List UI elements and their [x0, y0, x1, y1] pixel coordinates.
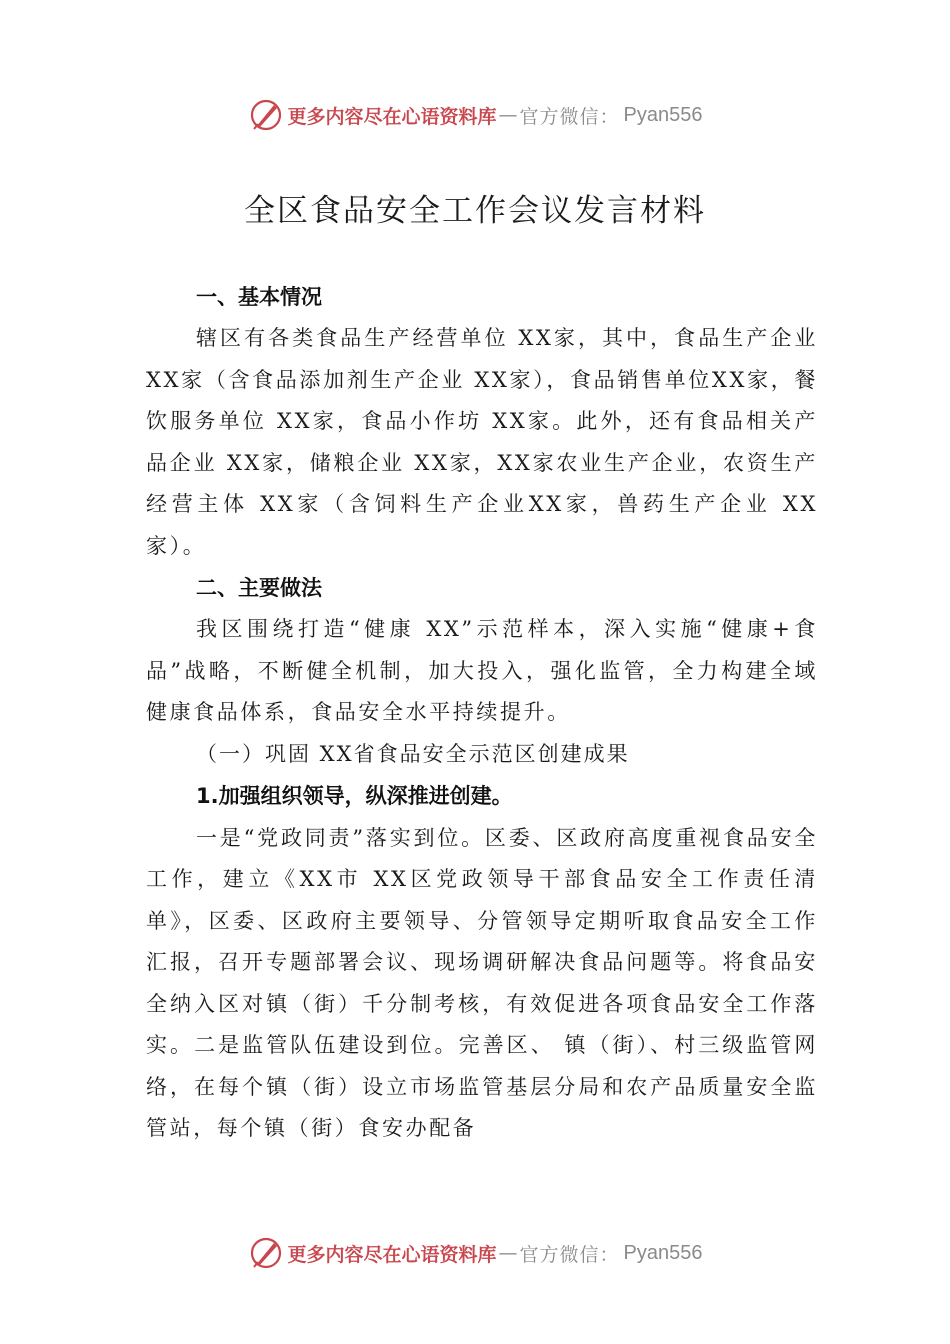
document-body — [146, 276, 818, 1150]
point-paragraph — [146, 818, 818, 1150]
watermark-dash: — — [498, 1242, 518, 1264]
paragraph-line: 作责任清单》，区委、区政府主要领导、分管领导定期听取食品 — [146, 867, 819, 933]
section-heading-basic: 一、基本情况 — [196, 285, 322, 309]
paragraph-line: 将食品安全纳入区对镇（街）千分制考核，有效促进各项食 — [146, 950, 818, 1016]
quill-pen-circle-icon — [248, 1235, 284, 1271]
paragraph-line: XX家，兽药生产企业 XX家）。 — [146, 492, 818, 558]
document-title: 全区食品安全工作会议发言材料 — [244, 193, 706, 229]
paragraph-line: 我区围绕打造“健康 XX”示范样本，深入实施“健康+ — [196, 617, 793, 641]
paragraph-line: 企业 XX家（含食品添加剂生产企业 XX家），食品销售单 — [146, 326, 818, 392]
paragraph-line: 建全域健康食品体系，食品安全水平持续提升。 — [146, 658, 818, 724]
paragraph-line: （街）、村三级监管网络，在每个镇（街）设立市场监管基 — [146, 1033, 819, 1099]
paragraph-line: 还有食品相关产品企业 XX家，储粮企业 XX家，XX家农 — [146, 409, 819, 475]
quill-pen-circle-icon — [248, 97, 284, 133]
section-practices-paragraph — [146, 609, 818, 734]
watermark-wechat-id: Pyan556 — [623, 1241, 703, 1264]
paragraph-line: 层分局和农产品质量安全监管站，每个镇（街）食安办配备 — [146, 1074, 818, 1140]
watermark-site-text: 更多内容尽在心语资料库 — [287, 105, 497, 128]
paragraph-line: 食品”战略，不断健全机制，加大投入，强化监管，全力构 — [146, 617, 818, 683]
watermark-wechat-id: Pyan556 — [623, 103, 703, 126]
point-heading: 1.加强组织领导，纵深推进创建。 — [196, 783, 513, 808]
paragraph-line: 辖区有各类食品生产经营单位 XX家，其中，食品生产 — [196, 326, 771, 350]
section-basic-paragraph — [146, 318, 818, 567]
paragraph-line: 位XX家，餐饮服务单位 XX家，食品小作坊 XX家。此外， — [146, 367, 818, 433]
watermark-wechat-label: 官方微信： — [519, 105, 620, 128]
paragraph-line: 品安全工作落实。二是监管队伍建设到位。完善区、 镇 — [146, 991, 818, 1057]
paragraph-line: 一是“党政同责”落实到位。区委、区政府高度重视食 — [196, 825, 747, 850]
watermark-wechat-label: 官方微信： — [519, 1243, 620, 1266]
paragraph-line: 安全工作汇报，召开专题部署会议、现场调研解决食品问题等。 — [146, 908, 818, 974]
watermark-banner-top — [0, 95, 950, 135]
paragraph-line: 品安全工作，建立《XX市 XX区党政领导干部食品安全工 — [146, 825, 818, 891]
paragraph-line: 业生产企业，农资生产经营主体 XX家（含饲料生产企业 — [146, 450, 818, 516]
watermark-banner-bottom — [0, 1233, 950, 1273]
subsection-heading: （一）巩固 XX省食品安全示范区创建成果 — [196, 741, 630, 766]
section-heading-practices: 二、主要做法 — [196, 576, 322, 600]
watermark-site-text: 更多内容尽在心语资料库 — [287, 1243, 497, 1266]
watermark-dash: — — [498, 104, 518, 126]
